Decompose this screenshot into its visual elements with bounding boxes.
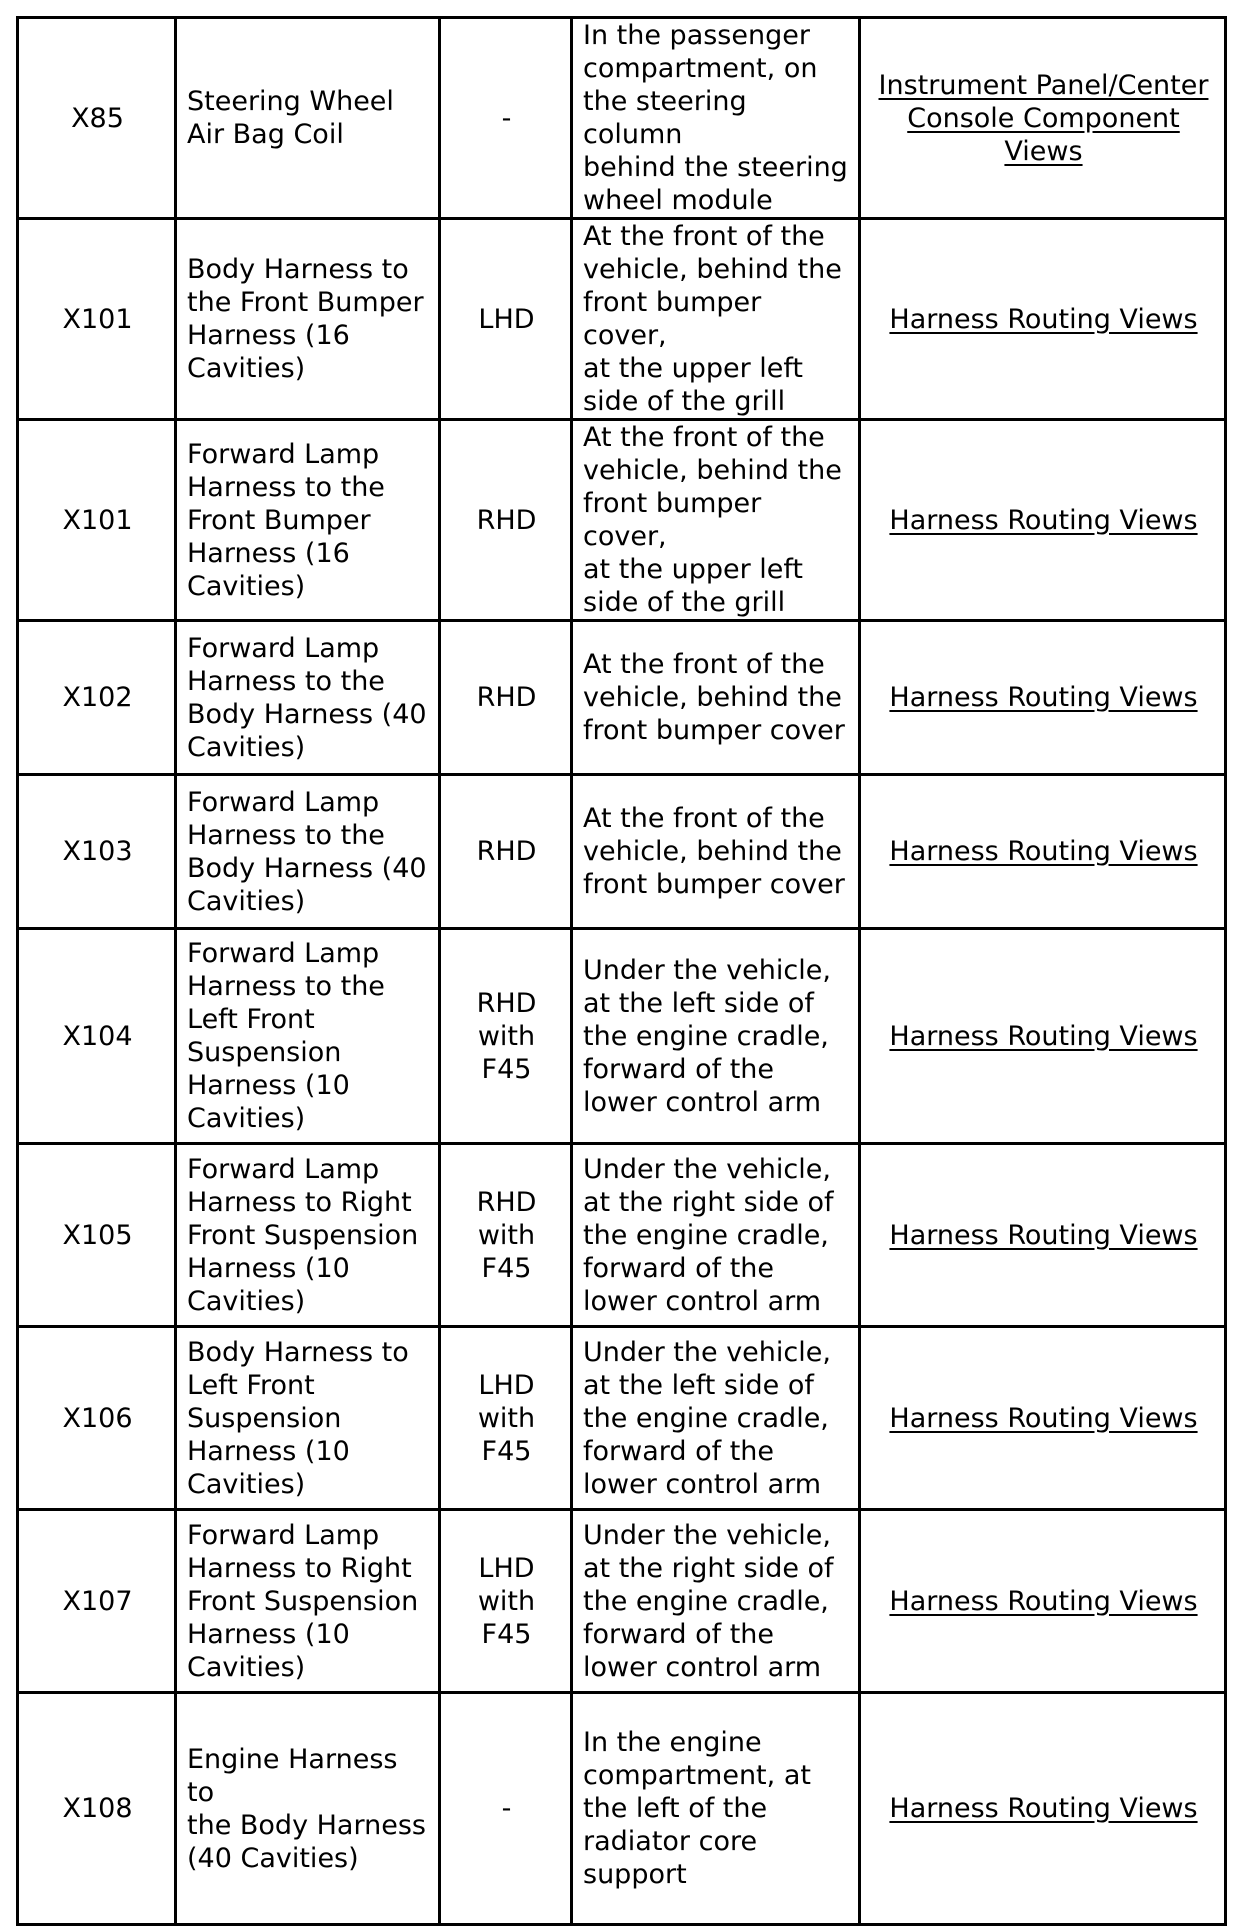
connector-name: Forward Lamp Harness to Right Front Suspension Harness (10 Cavities) <box>176 1510 440 1693</box>
table-row <box>18 1327 1226 1510</box>
connector-name: Engine Harness to the Body Harness (40 Cavities) <box>176 1693 440 1925</box>
connector-location: At the front of the vehicle, behind the front bumper cover <box>572 621 860 775</box>
view-link-cell <box>860 420 1226 621</box>
connector-location: At the front of the vehicle, behind the front bumper cover <box>572 775 860 929</box>
connector-location: Under the vehicle, at the right side of the engine cradle, forward of the lower control arm <box>572 1144 860 1327</box>
connector-location: At the front of the vehicle, behind the front bumper cover, at the upper left side of the grill <box>572 219 860 420</box>
view-link-cell <box>860 1693 1226 1925</box>
harness-routing-views-link[interactable]: Harness Routing Views <box>889 1219 1198 1251</box>
table-row <box>18 621 1226 775</box>
connector-id: X107 <box>18 1510 176 1693</box>
connector-option: RHD with F45 <box>440 1144 572 1327</box>
view-link-cell <box>860 929 1226 1144</box>
connector-id: X101 <box>18 219 176 420</box>
table-row <box>18 1144 1226 1327</box>
view-link-cell <box>860 1510 1226 1693</box>
harness-routing-views-link[interactable]: Harness Routing Views <box>889 1020 1198 1052</box>
view-link-cell <box>860 18 1226 219</box>
connector-name: Body Harness to the Front Bumper Harness (16 Cavities) <box>176 219 440 420</box>
view-link-cell <box>860 219 1226 420</box>
table-row <box>18 1510 1226 1693</box>
view-link-cell <box>860 1144 1226 1327</box>
connector-id: X105 <box>18 1144 176 1327</box>
connector-id: X101 <box>18 420 176 621</box>
connector-id: X104 <box>18 929 176 1144</box>
table-row <box>18 219 1226 420</box>
connector-option: LHD with F45 <box>440 1510 572 1693</box>
connector-name: Forward Lamp Harness to the Front Bumper Harness (16 Cavities) <box>176 420 440 621</box>
table-row <box>18 1693 1226 1925</box>
connector-location: At the front of the vehicle, behind the front bumper cover, at the upper left side of the grill <box>572 420 860 621</box>
connector-id: X102 <box>18 621 176 775</box>
harness-routing-views-link[interactable]: Harness Routing Views <box>889 836 1198 867</box>
connector-option: LHD with F45 <box>440 1327 572 1510</box>
harness-routing-views-link[interactable]: Harness Routing Views <box>889 1585 1198 1617</box>
connector-location: Under the vehicle, at the right side of the engine cradle, forward of the lower control arm <box>572 1510 860 1693</box>
table-row <box>18 775 1226 929</box>
connector-name: Forward Lamp Harness to the Body Harness (40 Cavities) <box>176 775 440 929</box>
harness-routing-views-link[interactable]: Harness Routing Views <box>889 303 1198 335</box>
harness-routing-views-link[interactable]: Harness Routing Views <box>889 682 1198 713</box>
connector-id: X108 <box>18 1693 176 1925</box>
connector-location: Under the vehicle, at the left side of the engine cradle, forward of the lower control arm <box>572 929 860 1144</box>
connector-option: LHD <box>440 219 572 420</box>
connector-name: Steering Wheel Air Bag Coil <box>176 18 440 219</box>
harness-routing-views-link[interactable]: Harness Routing Views <box>889 504 1198 536</box>
connector-name: Body Harness to Left Front Suspension Harness (10 Cavities) <box>176 1327 440 1510</box>
harness-routing-views-link[interactable]: Harness Routing Views <box>889 1793 1198 1824</box>
connector-option: RHD <box>440 775 572 929</box>
harness-routing-views-link[interactable]: Harness Routing Views <box>889 1402 1198 1434</box>
connector-name: Forward Lamp Harness to the Body Harness (40 Cavities) <box>176 621 440 775</box>
connector-location: In the passenger compartment, on the steering column behind the steering wheel module <box>572 18 860 219</box>
connector-id: X85 <box>18 18 176 219</box>
table-row <box>18 420 1226 621</box>
table-row <box>18 929 1226 1144</box>
connector-id: X106 <box>18 1327 176 1510</box>
view-link-cell <box>860 621 1226 775</box>
connector-name: Forward Lamp Harness to the Left Front Suspension Harness (10 Cavities) <box>176 929 440 1144</box>
connector-option: RHD <box>440 420 572 621</box>
view-link-cell <box>860 775 1226 929</box>
component-views-link[interactable]: Instrument Panel/Center Console Component Views <box>878 69 1209 167</box>
connector-id: X103 <box>18 775 176 929</box>
view-link-cell <box>860 1327 1226 1510</box>
table-row <box>18 18 1226 219</box>
connector-table <box>16 16 1227 1926</box>
connector-location: Under the vehicle, at the left side of the engine cradle, forward of the lower control arm <box>572 1327 860 1510</box>
connector-option: RHD <box>440 621 572 775</box>
connector-option: - <box>440 1693 572 1925</box>
connector-location: In the engine compartment, at the left of the radiator core support <box>572 1693 860 1925</box>
connector-option: - <box>440 18 572 219</box>
connector-option: RHD with F45 <box>440 929 572 1144</box>
connector-name: Forward Lamp Harness to Right Front Suspension Harness (10 Cavities) <box>176 1144 440 1327</box>
